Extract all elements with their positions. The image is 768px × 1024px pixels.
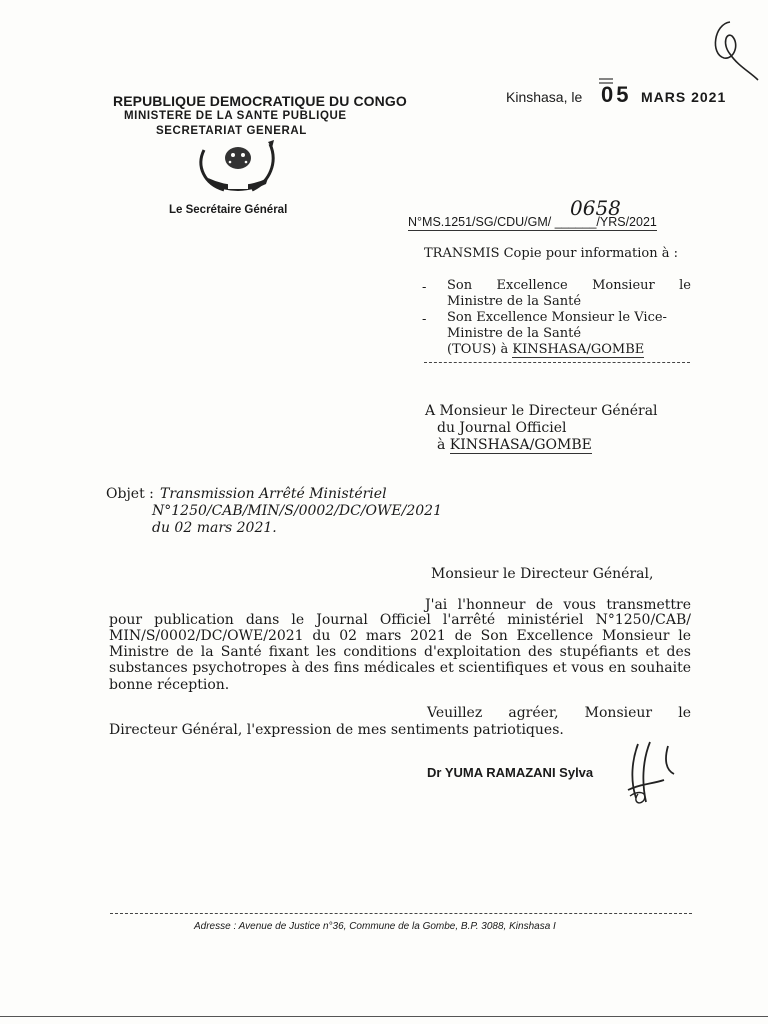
object-line-1: Transmission Arrêté Ministériel xyxy=(160,486,387,502)
object-line-2: N°1250/CAB/MIN/S/0002/DC/OWE/2021 xyxy=(152,503,442,519)
recipient-1-line-2: Ministre de la Santé xyxy=(447,294,582,309)
body-line-3: MIN/S/0002/DC/OWE/2021 du 02 mars 2021 de Son Excellence Monsieur le xyxy=(109,628,691,644)
coat-of-arms-icon xyxy=(190,140,286,196)
object-line-3: du 02 mars 2021. xyxy=(152,520,277,536)
secretariat-heading: SECRETARIAT GENERAL xyxy=(156,125,307,137)
body-line-2: pour publication dans le Journal Officiel l'arrêté ministériel N°1250/CAB/ xyxy=(109,612,691,628)
page-edge-line xyxy=(0,1016,768,1017)
recipient-2-line-3 xyxy=(447,342,644,357)
object-label: Objet : xyxy=(106,486,154,502)
recipient-2-line-2: Ministre de la Santé xyxy=(447,326,582,341)
signature-icon xyxy=(608,740,688,806)
handwritten-corner-mark-icon xyxy=(700,14,762,84)
body-line-5: substances psychotropes à des fins médicales et scientifiques et vous en souhaite xyxy=(109,660,691,676)
body-line-4: Ministre de la Santé fixant les conditions d'exploitation des stupéfiants et des xyxy=(109,644,691,660)
signer-name: Dr YUMA RAMAZANI Sylva xyxy=(427,765,594,780)
recipient-2-place: KINSHASA/GOMBE xyxy=(512,342,645,357)
addressee-prefix: à xyxy=(437,437,450,453)
addressee-line-2: du Journal Officiel xyxy=(437,420,567,436)
addressee-line-1: A Monsieur le Directeur Général xyxy=(425,403,658,419)
reference-handwritten-number: 0658 xyxy=(570,196,621,220)
salutation: Monsieur le Directeur Général, xyxy=(431,566,654,582)
republic-heading: REPUBLIQUE DEMOCRATIQUE DU CONGO xyxy=(113,93,407,109)
ministry-heading: MINISTERE DE LA SANTE PUBLIQUE xyxy=(124,110,347,122)
closing-line-2: Directeur Général, l'expression de mes sentiments patriotiques. xyxy=(109,722,564,738)
dashed-divider xyxy=(424,362,690,363)
recipient-bullet: - xyxy=(422,280,427,295)
date-month-stamp: MARS 2021 xyxy=(641,89,727,105)
footer-divider xyxy=(110,913,692,914)
reference-number: N°MS.1251/SG/CDU/GM/ ______/YRS/2021 xyxy=(408,215,657,229)
addressee-line-3 xyxy=(437,437,592,453)
recipient-1-line-1: Son Excellence Monsieur le xyxy=(447,278,691,293)
recipient-2-line-1: Son Excellence Monsieur le Vice- xyxy=(447,310,667,325)
body-line-6: bonne réception. xyxy=(109,677,230,693)
transmis-heading: TRANSMIS Copie pour information à : xyxy=(424,246,678,261)
body-line-1: J'ai l'honneur de vous transmettre xyxy=(425,597,691,613)
recipient-2-prefix: (TOUS) à xyxy=(447,342,513,357)
recipient-bullet: - xyxy=(422,312,427,327)
footer-address: Adresse : Avenue de Justice n°36, Commune de la Gombe, B.P. 3088, Kinshasa I xyxy=(194,921,556,932)
date-city: Kinshasa, le xyxy=(506,89,583,105)
date-day-stamp: 05 xyxy=(601,82,632,107)
addressee-place: KINSHASA/GOMBE xyxy=(449,437,592,453)
signatory-role: Le Secrétaire Général xyxy=(169,204,288,216)
closing-line-1: Veuillez agréer, Monsieur le xyxy=(427,705,691,721)
